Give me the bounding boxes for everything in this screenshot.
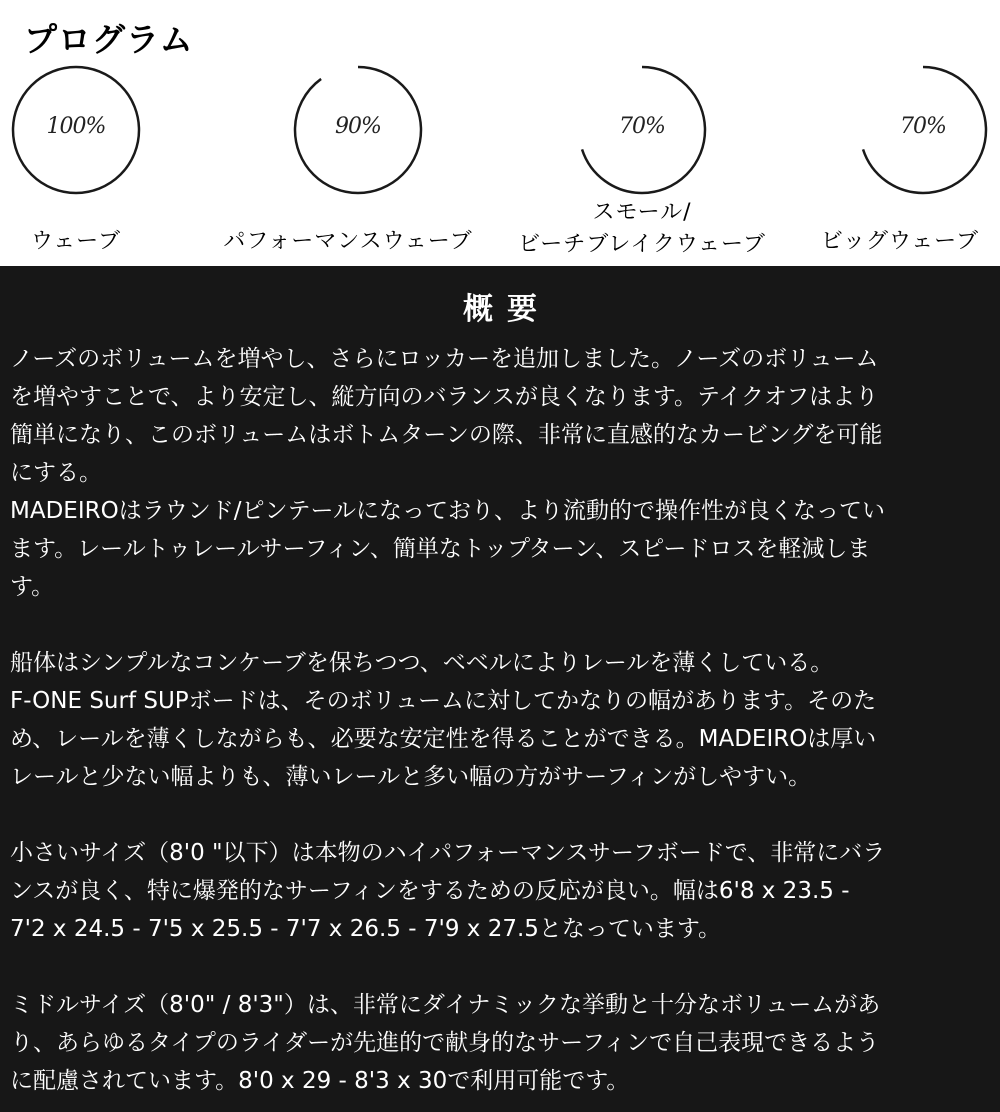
text-line: す。	[10, 574, 55, 600]
text-line: ンスが良く、特に爆発的なサーフィンをするための反応が良い。幅は6'8 x 23.5 -	[10, 878, 850, 904]
text-line: 小さいサイズ（8'0 "以下）は本物のハイパフォーマンスサーフボードで、非常にバラ	[10, 840, 886, 866]
text-line: ます。レールトゥレールサーフィン、簡単なトップターン、スピードロスを軽減しま	[10, 536, 871, 562]
gauge-small-beachbreak-wave	[572, 60, 712, 200]
paragraph-gap	[10, 948, 992, 986]
gauge-value: 100%	[46, 114, 106, 139]
program-section	[0, 0, 1000, 266]
gauge-label-line2: ビーチブレイクウェーブ	[518, 232, 766, 257]
paragraph-nose-volume	[10, 340, 992, 606]
text-line: 船体はシンプルなコンケーブを保ちつつ、ベベルによりレールを薄くしている。	[10, 650, 834, 676]
gauge-label: パフォーマンスウェーブ	[223, 229, 473, 254]
gauge-label-wave	[6, 226, 146, 258]
gauge-value: 90%	[335, 114, 381, 139]
gauge-big-wave	[853, 60, 993, 200]
gauge-label-line1: スモール/	[592, 200, 692, 225]
text-line: り、あらゆるタイプのライダーが先進的で献身的なサーフィンで自己表現できるよう	[10, 1030, 880, 1056]
gauge-value: 70%	[900, 114, 946, 139]
text-line: 7'2 x 24.5 - 7'5 x 25.5 - 7'7 x 26.5 - 7'9 x 27.5となっています。	[10, 916, 722, 942]
overview-body	[10, 340, 992, 1100]
overview-section	[0, 266, 1000, 1112]
text-line: にする。	[10, 460, 102, 486]
program-title: プログラム	[24, 20, 194, 59]
text-line: F-ONE Surf SUPボードは、そのボリュームに対してかなりの幅があります。そのた	[10, 688, 877, 714]
gauge-performance-wave	[288, 60, 428, 200]
text-line: を増やすことで、より安定し、縦方向のバランスが良くなります。テイクオフはより	[10, 384, 879, 410]
text-line: に配慮されています。8'0 x 29 - 8'3 x 30で利用可能です。	[10, 1068, 630, 1094]
paragraph-small-sizes	[10, 834, 992, 948]
paragraph-gap	[10, 796, 992, 834]
gauge-label-small-beachbreak-wave	[492, 197, 792, 261]
text-line: レールと少ない幅よりも、薄いレールと多い幅の方がサーフィンがしやすい。	[10, 764, 812, 790]
gauge-wave	[6, 60, 146, 200]
paragraph-hull	[10, 644, 992, 796]
text-line: ノーズのボリュームを増やし、さらにロッカーを追加しました。ノーズのボリューム	[10, 346, 879, 372]
gauge-label-performance-wave	[208, 226, 488, 258]
gauge-label: ウェーブ	[30, 229, 122, 254]
text-line: め、レールを薄くしながらも、必要な安定性を得ることができる。MADEIROは厚い	[10, 726, 877, 752]
gauge-value: 70%	[619, 114, 665, 139]
overview-title: 概要	[463, 292, 551, 327]
text-line: 簡単になり、このボリュームはボトムターンの際、非常に直感的なカービングを可能	[10, 422, 883, 448]
gauge-label-big-wave	[800, 226, 1000, 258]
text-line: MADEIROはラウンド/ピンテールになっており、より流動的で操作性が良くなってい	[10, 498, 885, 524]
text-line: ミドルサイズ（8'0" / 8'3"）は、非常にダイナミックな挙動と十分なボリュームがあ	[10, 992, 881, 1018]
gauge-label: ビッグウェーブ	[820, 229, 980, 254]
paragraph-gap	[10, 606, 992, 644]
paragraph-middle-sizes	[10, 986, 992, 1100]
